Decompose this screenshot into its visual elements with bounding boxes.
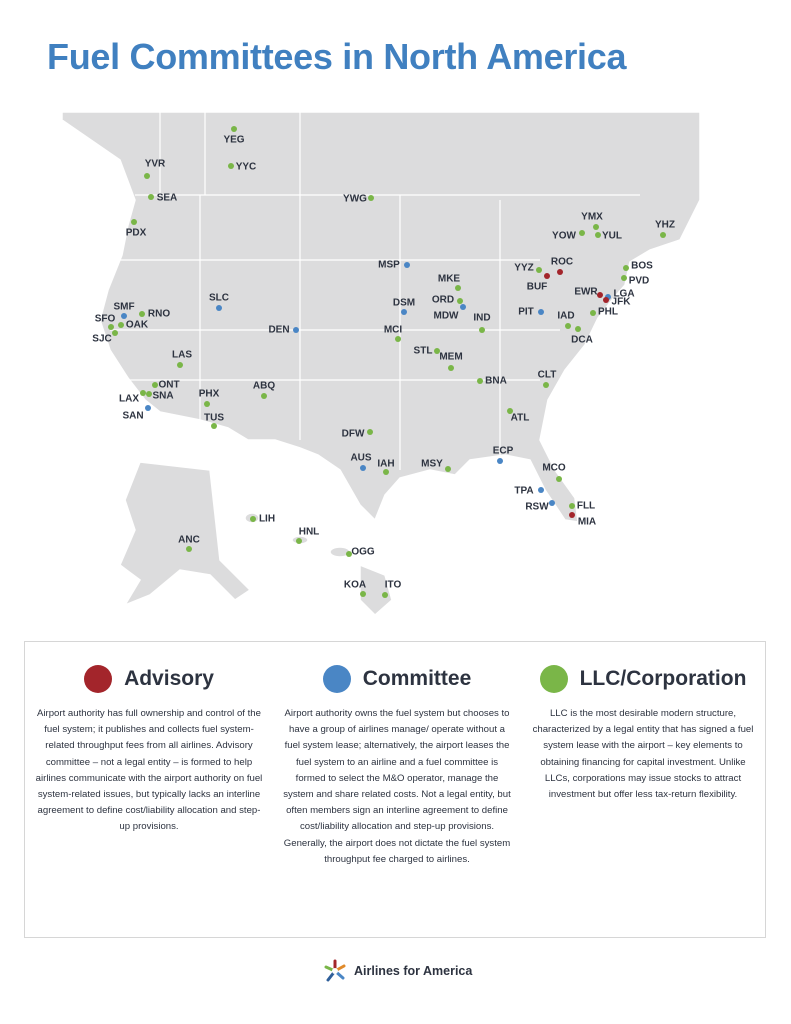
page-title: Fuel Committees in North America [47, 36, 627, 77]
airport-label: YVR [144, 158, 166, 170]
airport-marker-llc [383, 469, 389, 475]
airport-marker-llc [395, 336, 401, 342]
airport-label: EWR [574, 286, 598, 298]
airport-label: IND [473, 312, 491, 324]
airport-marker-committee [497, 458, 503, 464]
airport-marker-llc [382, 592, 388, 598]
airport-label: MCO [542, 462, 566, 474]
airport-marker-llc [204, 401, 210, 407]
airport-marker-llc [108, 324, 114, 330]
airport-marker-llc [118, 322, 124, 328]
airport-label: YYZ [514, 262, 534, 274]
legend-description: Airport authority owns the fuel system but chooses to have a group of airlines manage/ operate without a fuel system lease; alternatively, the airport leases the fuel system to an airline and a fuel committee is formed to select the M&O operator, manage the system and share related costs. Not a legal entity, but often members sign an interline agreement to define cost/liability allocation and step-up provisions. Generally, the airport does not dictate the fuel system throughput fee charged to airlines. [283, 708, 511, 865]
airport-marker-llc [455, 285, 461, 291]
airport-marker-llc [479, 327, 485, 333]
airport-label: LIH [258, 513, 276, 525]
airport-label: RNO [147, 308, 171, 320]
airport-marker-llc [621, 275, 627, 281]
airport-marker-llc [261, 393, 267, 399]
airport-label: ONT [158, 379, 180, 391]
airport-marker-llc [367, 429, 373, 435]
legend-advisory [29, 662, 269, 836]
airport-label: JFK [611, 296, 631, 308]
airport-label: SEA [156, 192, 178, 204]
airport-label: PIT [518, 306, 534, 318]
airport-label: TUS [204, 412, 224, 424]
airport-label: IAD [557, 310, 575, 322]
airport-marker-llc [623, 265, 629, 271]
airport-marker-llc [296, 538, 302, 544]
airport-marker-llc [556, 476, 562, 482]
airport-label: DCA [571, 334, 593, 346]
committee-dot-icon [323, 665, 351, 693]
airport-marker-advisory [569, 512, 575, 518]
airport-marker-committee [538, 487, 544, 493]
airport-marker-committee [121, 313, 127, 319]
airport-label: LGA [613, 288, 635, 300]
airport-marker-advisory [544, 273, 550, 279]
airlines-for-america-logo-icon [322, 958, 348, 984]
airport-label: OGG [351, 546, 375, 558]
legend-title: LLC/Corporation [579, 667, 747, 690]
airport-label: ANC [178, 534, 200, 546]
airport-marker-llc [144, 173, 150, 179]
airport-marker-committee [401, 309, 407, 315]
airport-label: BOS [631, 260, 653, 272]
airport-marker-llc [445, 466, 451, 472]
airport-marker-llc [228, 163, 234, 169]
airport-marker-llc [477, 378, 483, 384]
airport-label: BNA [485, 375, 507, 387]
airport-marker-llc [112, 330, 118, 336]
airport-marker-advisory [557, 269, 563, 275]
airport-marker-llc [536, 267, 542, 273]
airport-label: PHL [598, 306, 618, 318]
airport-label: CLT [537, 369, 557, 381]
airport-label: MKE [437, 273, 461, 285]
airport-marker-committee [145, 405, 151, 411]
airport-label: YUL [602, 230, 622, 242]
airport-label: MEM [439, 351, 463, 363]
airport-label: SAN [122, 410, 144, 422]
airport-label: YEG [223, 134, 245, 146]
airport-marker-llc [368, 195, 374, 201]
airport-label: ITO [384, 579, 402, 591]
legend-description: Airport authority has full ownership and control of the fuel system; it publishes and collects fuel system-related throughput fees from all airlines. Advisory committee – not a legal entity – is formed to help airlines communicate with the airport authority on fuel system-related issues, but typically lacks an interline agreement to define cost/liability allocation and step-up provisions. [35, 708, 263, 833]
airport-label: SJC [92, 333, 112, 345]
airport-label: MIA [577, 516, 597, 528]
airport-marker-llc [146, 391, 152, 397]
airport-label: IAH [377, 458, 395, 470]
legend-title: Advisory [124, 667, 214, 690]
airport-marker-llc [177, 362, 183, 368]
airport-label: HNL [298, 526, 320, 538]
airport-marker-llc [211, 423, 217, 429]
airport-label: MDW [433, 310, 459, 322]
airport-marker-llc [579, 230, 585, 236]
airport-label: KOA [343, 579, 367, 591]
airport-label: ABQ [252, 380, 276, 392]
airport-label: SNA [152, 390, 174, 402]
airport-label: OAK [125, 319, 149, 331]
airport-marker-llc [131, 219, 137, 225]
airport-label: PVD [628, 275, 650, 287]
airport-label: YHZ [655, 219, 675, 231]
airport-marker-llc [660, 232, 666, 238]
airport-marker-llc [360, 591, 366, 597]
airport-label: ATL [510, 412, 530, 424]
airport-label: YYC [235, 161, 257, 173]
airport-label: TPA [514, 485, 534, 497]
airport-label: LAX [119, 393, 139, 405]
airport-label: ROC [550, 256, 574, 268]
airport-marker-llc [543, 382, 549, 388]
airport-marker-advisory [603, 297, 609, 303]
airport-marker-llc [152, 382, 158, 388]
airport-marker-llc [250, 516, 256, 522]
airport-label: SMF [113, 301, 135, 313]
airport-marker-llc [595, 232, 601, 238]
airport-label: AUS [350, 452, 372, 464]
airport-marker-advisory [597, 292, 603, 298]
airport-marker-committee [549, 500, 555, 506]
airport-marker-llc [565, 323, 571, 329]
airport-marker-llc [148, 194, 154, 200]
legend-committee [277, 662, 517, 868]
airport-label: MSP [378, 259, 400, 271]
airport-marker-committee [538, 309, 544, 315]
airport-marker-llc [448, 365, 454, 371]
airport-label: DEN [268, 324, 290, 336]
llc-dot-icon [540, 665, 568, 693]
airport-label: YWG [343, 193, 367, 205]
airport-marker-llc [575, 326, 581, 332]
airport-marker-committee [460, 304, 466, 310]
brand-name: Airlines for America [354, 964, 473, 978]
airport-label: BUF [526, 281, 548, 293]
legend-llc [523, 662, 763, 803]
airport-marker-llc [231, 126, 237, 132]
airport-label: MCI [383, 324, 403, 336]
footer-logo [322, 958, 472, 984]
airport-label: YOW [552, 230, 576, 242]
airport-label: STL [413, 345, 433, 357]
airport-marker-llc [569, 503, 575, 509]
legend-title: Committee [362, 667, 472, 690]
airport-label: SFO [94, 313, 116, 325]
airport-marker-llc [139, 311, 145, 317]
airport-label: RSW [525, 501, 549, 513]
airport-label: DFW [341, 428, 365, 440]
airport-label: YMX [581, 211, 603, 223]
airport-marker-committee [360, 465, 366, 471]
airport-marker-llc [186, 546, 192, 552]
legend-description: LLC is the most desirable modern structure, characterized by a legal entity that has signed a fuel system lease with the airport – key elements to obtaining financing for capital investment. Unlike LLCs, corporations may issue stocks to attract investment but offer less tax-return flexibility. [532, 708, 754, 801]
airport-label: ECP [492, 445, 514, 457]
airport-label: MSY [421, 458, 443, 470]
airport-marker-committee [216, 305, 222, 311]
airport-label: SLC [209, 292, 229, 304]
airport-marker-committee [404, 262, 410, 268]
airport-label: PDX [125, 227, 147, 239]
airport-label: LAS [172, 349, 192, 361]
airport-marker-llc [590, 310, 596, 316]
airport-marker-committee [293, 327, 299, 333]
airport-marker-llc [593, 224, 599, 230]
advisory-dot-icon [84, 665, 112, 693]
airport-label: PHX [198, 388, 220, 400]
airport-label: FLL [576, 500, 596, 512]
airport-label: DSM [392, 297, 416, 309]
airport-label: ORD [431, 294, 455, 306]
legend-box [24, 641, 766, 938]
